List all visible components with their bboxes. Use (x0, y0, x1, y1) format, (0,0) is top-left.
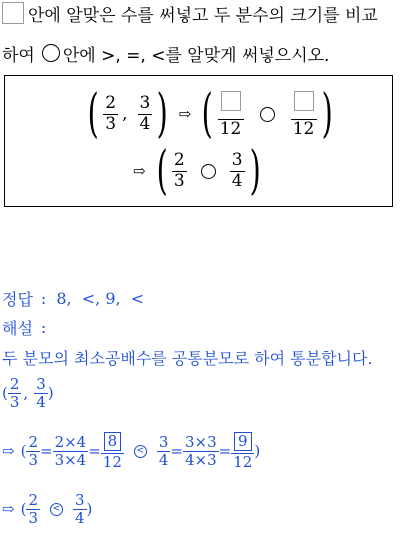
question-line-2-pre: 하여 (2, 45, 35, 66)
compare-less-than-icon: < (50, 503, 63, 516)
answer-label: 정답 (2, 290, 33, 309)
question-line-2-post: 안에 >, =, <를 알맞게 써넣으시오. (62, 45, 330, 66)
fraction-3-4: $\frac{3}{4}$ (139, 93, 151, 134)
fraction-blank-12-a: 12 (218, 89, 244, 138)
fraction-3-4: $\frac{3}{4}$ (231, 150, 243, 191)
answer-value: 8, <, 9, < (56, 289, 145, 308)
expr-line-2: ⇨ ( $\frac{2}{3}$ = $\frac{2\times 4}{3\times 4}$ = $\frac{8}{12}$ < $\frac{3}{4}$ = $\frac{3\times 3}{4\times 3}$ = $\frac{9}{12}$ ) (2, 432, 261, 471)
right-arrow-icon: ⇨ (2, 500, 15, 519)
question-line-1: 안에 알맞은 수를 써넣고 두 분수의 크기를 비교 (28, 5, 378, 26)
blank-square-icon (2, 2, 24, 24)
fraction-2-3: $\frac{2}{3}$ (105, 93, 117, 134)
answer-box-9: 9 (234, 432, 252, 451)
problem-row-1: ( $\frac{2}{3}$ , $\frac{3}{4}$ ) ⇨ ( 12 12 ) (87, 84, 333, 144)
question-block (2, 0, 378, 66)
answer-box-8: 8 (104, 432, 122, 451)
blank-square-icon (221, 91, 241, 111)
problem-row-2: ⇨ ( $\frac{2}{3}$ $\frac{3}{4}$ ) (133, 141, 261, 201)
problem-box (4, 75, 393, 207)
blank-square-icon (294, 91, 314, 111)
fraction-2-3: $\frac{2}{3}$ (173, 150, 185, 191)
right-arrow-icon: ⇨ (133, 162, 146, 180)
fraction-blank-12-b: 12 (291, 89, 317, 138)
explanation-label-line: 해설 : (2, 318, 47, 338)
right-arrow-icon: ⇨ (178, 105, 192, 123)
compare-less-than-icon: < (134, 445, 147, 458)
blank-circle-icon (201, 164, 216, 179)
answer-line: 정답 : 8, <, 9, < (2, 289, 145, 309)
blank-circle-icon (260, 107, 275, 122)
explanation-label: 해설 (2, 319, 33, 338)
right-arrow-icon: ⇨ (2, 442, 15, 461)
explanation-text: 두 분모의 최소공배수를 공통분모로 하여 통분합니다. (2, 349, 373, 368)
blank-circle-icon (42, 44, 60, 62)
expr-line-3: ⇨ ( $\frac{2}{3}$ < $\frac{3}{4}$ ) (2, 491, 93, 527)
expr-line-1: ( $\frac{2}{3}$ , $\frac{3}{4}$ ) (2, 375, 54, 411)
